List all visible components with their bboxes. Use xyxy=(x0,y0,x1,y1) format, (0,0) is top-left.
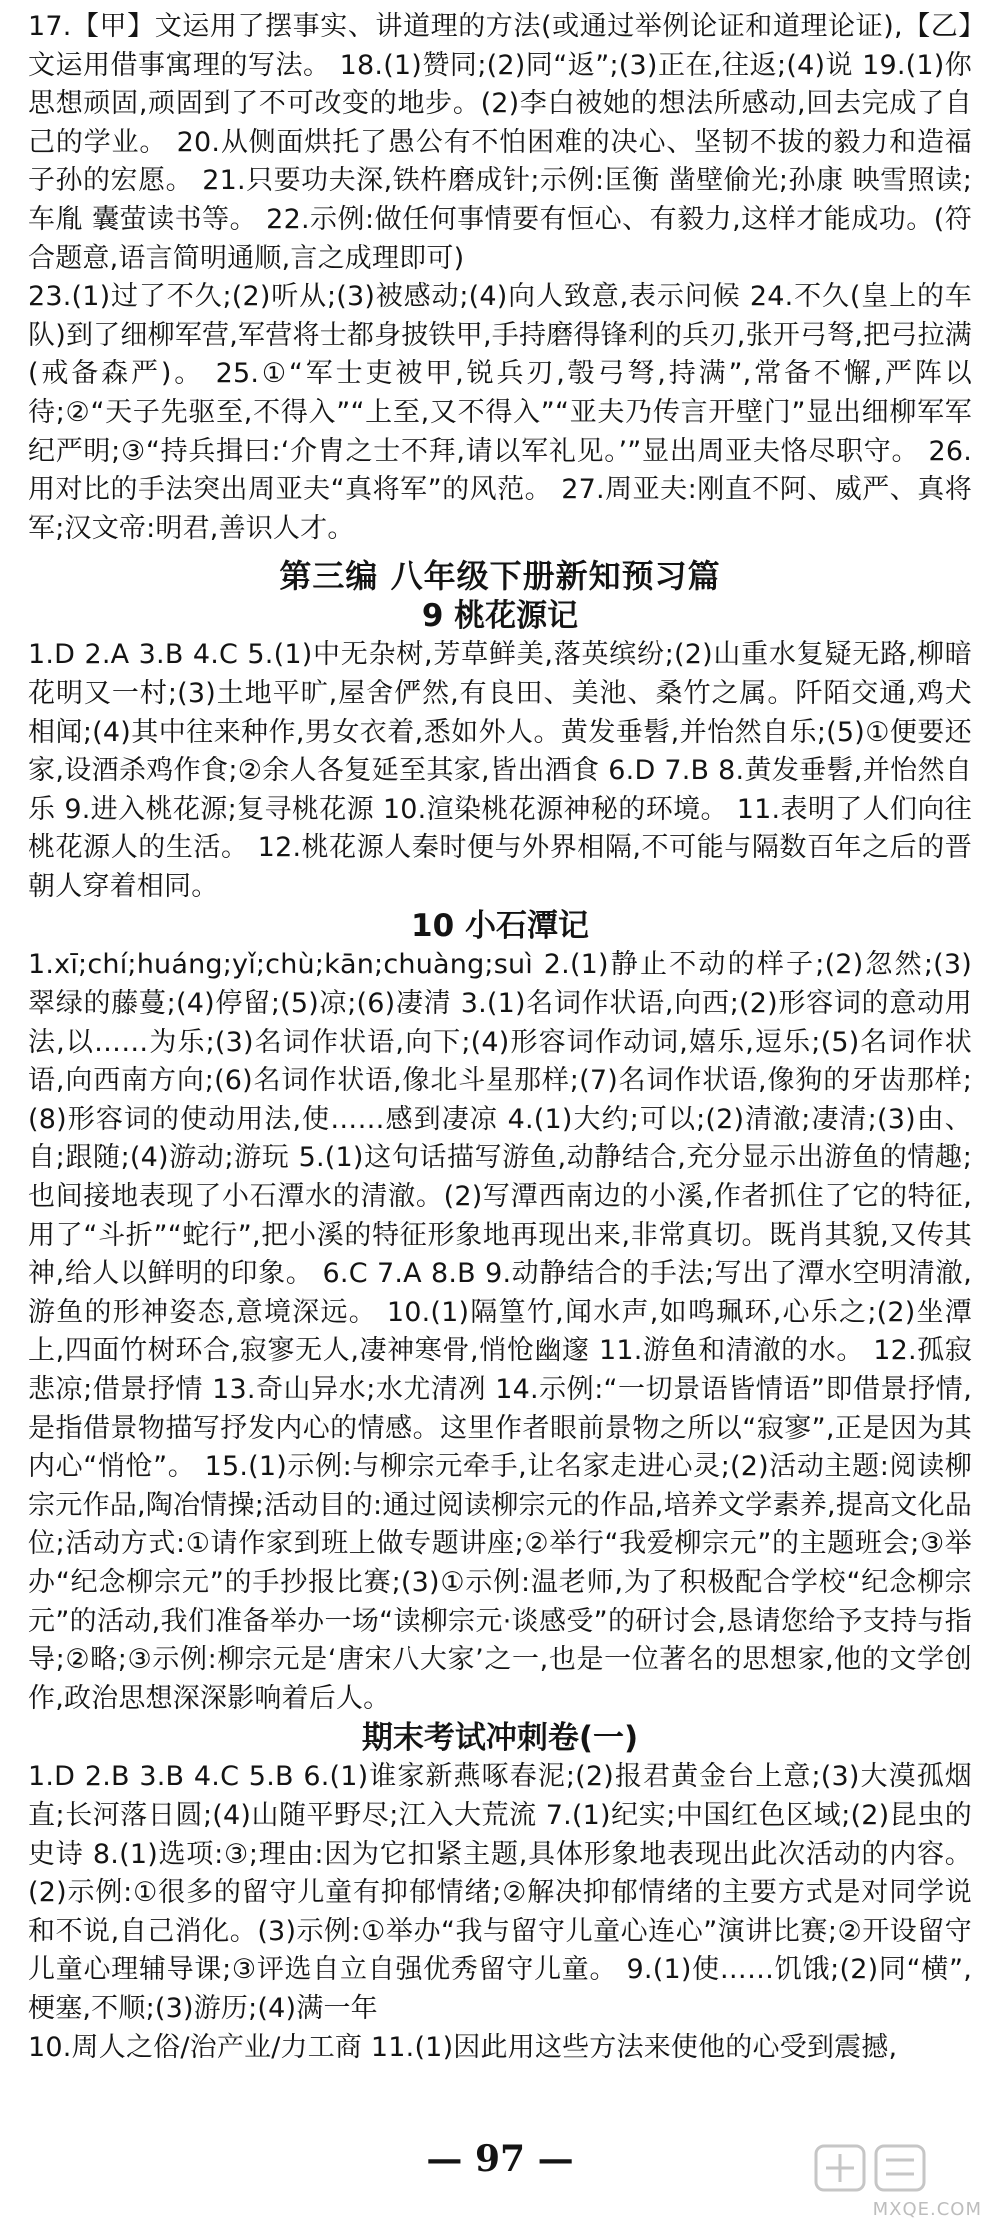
watermark-text: MXQE.COM xyxy=(872,2199,982,2220)
exam-1-answers: 1.D 2.B 3.B 4.C 5.B 6.(1)谁家新燕啄春泥;(2)报君黄金台上意;(3)大漠孤烟直;长河落日圆;(4)山随平野尽;江入大荒流 7.(1)纪实;中国红色区域;(2)昆虫的史诗 8.(1)选项:③;理由:因为它扣紧主题,具体形象地表现出此次活动的内容。(2)示例:①很多的留守儿童有抑郁情绪;②解决抑郁情绪的主要方式是对同学说和不说,自己消化。(3)示例:①举办“我与留守儿童心连心”演讲比赛;②开设留守儿童心理辅导课;③评选自立自强优秀留守儿童。 9.(1)使……饥饿;(2)同“横”,梗塞,不顺;(3)游历;(4)满一年 xyxy=(28,1761,972,2024)
answer-page xyxy=(28,8,972,2067)
section-title: 第三编 八年级下册新知预习篇 xyxy=(279,557,721,596)
exam-1-title: 期末考试冲刺卷(一) xyxy=(361,1720,639,1757)
lesson-10-title: 10 小石潭记 xyxy=(411,908,589,945)
watermark-logo xyxy=(812,2140,982,2220)
lesson-10-answers: 1.xī;chí;huáng;yǐ;chù;kān;chuàng;suì 2.(1)静止不动的样子;(2)忽然;(3)翠绿的藤蔓;(4)停留;(5)凉;(6)凄清 3.(1)名词作状语,向西;(2)形容词的意动用法,以……为乐;(3)名词作状语,向下;(4)形容词作动词,嬉乐,逗乐;(5)名词作状语,向西南方向;(6)名词作状语,像北斗星那样;(7)名词作状语,像狗的牙齿那样;(8)形容词的使动用法,使……感到凄凉 4.(1)大约;可以;(2)清澈;凄清;(3)由、自;跟随;(4)游动;游玩 5.(1)这句话描写游鱼,动静结合,充分显示出游鱼的情趣;也间接地表现了小石潭水的清澈。(2)写潭西南边的小溪,作者抓住了它的特征,用了“斗折”“蛇行”,把小溪的特征形象地再现出来,非常真切。既肖其貌,又传其神,给人以鲜明的印象。 6.C 7.A 8.B 9.动静结合的手法;写出了潭水空明清澈,游鱼的形神姿态,意境深远。 10.(1)隔篁竹,闻水声,如鸣珮环,心乐之;(2)坐潭上,四面竹树环合,寂寥无人,凄神寒骨,悄怆幽邃 11.游鱼和清澈的水。 12.孤寂悲凉;借景抒情 13.奇山异水;水尤清冽 14.示例:“一切景语皆情语”即借景抒情,是指借景物描写抒发内心的情感。这里作者眼前景物之所以“寂寥”,正是因为其内心“悄怆”。 15.(1)示例:与柳宗元牵手,让名家走进心灵;(2)活动主题:阅读柳宗元作品,陶冶情操;活动目的:通过阅读柳宗元的作品,培养文学素养,提高文化品位;活动方式:①请作家到班上做专题讲座;②举行“我爱柳宗元”的主题班会;③举办“纪念柳宗元”的手抄报比赛;(3)①示例:温老师,为了积极配合学校“纪念柳宗元”的活动,我们准备举办一场“读柳宗元·谈感受”的研讨会,恳请您给予支持与指导;②略;③示例:柳宗元是‘唐宋八大家’之一,也是一位著名的思想家,他的文学创作,政治思想深深影响着后人。 xyxy=(28,949,972,1714)
answer-paragraph-23-27: 23.(1)过了不久;(2)听从;(3)被感动;(4)向人致意,表示问候 24.不久(皇上的车队)到了细柳军营,军营将士都身披铁甲,手持磨得锋利的兵刃,张开弓弩,把弓拉满(戒备森严)。 25.①“军士吏被甲,锐兵刃,彀弓弩,持满”,常备不懈,严阵以待;②“天子先驱至,不得入”“上至,又不得入”“亚夫乃传言开壁门”显出细柳军军纪严明;③“持兵揖曰:‘介胄之士不拜,请以军礼见。’”显出周亚夫恪尽职守。 26.用对比的手法突出周亚夫“真将军”的风范。 27.周亚夫:刚直不阿、威严、真将军;汉文帝:明君,善识人才。 xyxy=(28,281,972,544)
exam-1-answers-continued: 10.周人之俗/治产业/力工商 11.(1)因此用这些方法来使他的心受到震撼, xyxy=(28,2031,898,2063)
lesson-9-answers: 1.D 2.A 3.B 4.C 5.(1)中无杂树,芳草鲜美,落英缤纷;(2)山重水复疑无路,柳暗花明又一村;(3)土地平旷,屋舍俨然,有良田、美池、桑竹之属。阡陌交通,鸡犬相闻;(4)其中往来种作,男女衣着,悉如外人。黄发垂髫,并怡然自乐;(5)①便要还家,设酒杀鸡作食;②余人各复延至其家,皆出酒食 6.D 7.B 8.黄发垂髫,并怡然自乐 9.进入桃花源;复寻桃花源 10.渲染桃花源神秘的环境。 11.表明了人们向往桃花源人的生活。 12.桃花源人秦时便与外界相隔,不可能与隔数百年之后的晋朝人穿着相同。 xyxy=(28,639,972,902)
page-number: — 97 — xyxy=(426,2138,574,2180)
lesson-9-title: 9 桃花源记 xyxy=(421,598,579,635)
watermark-icon xyxy=(812,2140,932,2196)
answer-paragraph-17-22: 17.【甲】文运用了摆事实、讲道理的方法(或通过举例论证和道理论证),【乙】文运用借事寓理的写法。 18.(1)赞同;(2)同“返”;(3)正在,往返;(4)说 19.(1)你思想顽固,顽固到了不可改变的地步。(2)李白被她的想法所感动,回去完成了自己的学业。 20.从侧面烘托了愚公有不怕困难的决心、坚韧不拔的毅力和造福子孙的宏愿。 21.只要功夫深,铁杵磨成针;示例:匡衡 凿壁偷光;孙康 映雪照读;车胤 囊萤读书等。 22.示例:做任何事情要有恒心、有毅力,这样才能成功。(符合题意,语言简明通顺,言之成理即可) xyxy=(28,11,972,274)
